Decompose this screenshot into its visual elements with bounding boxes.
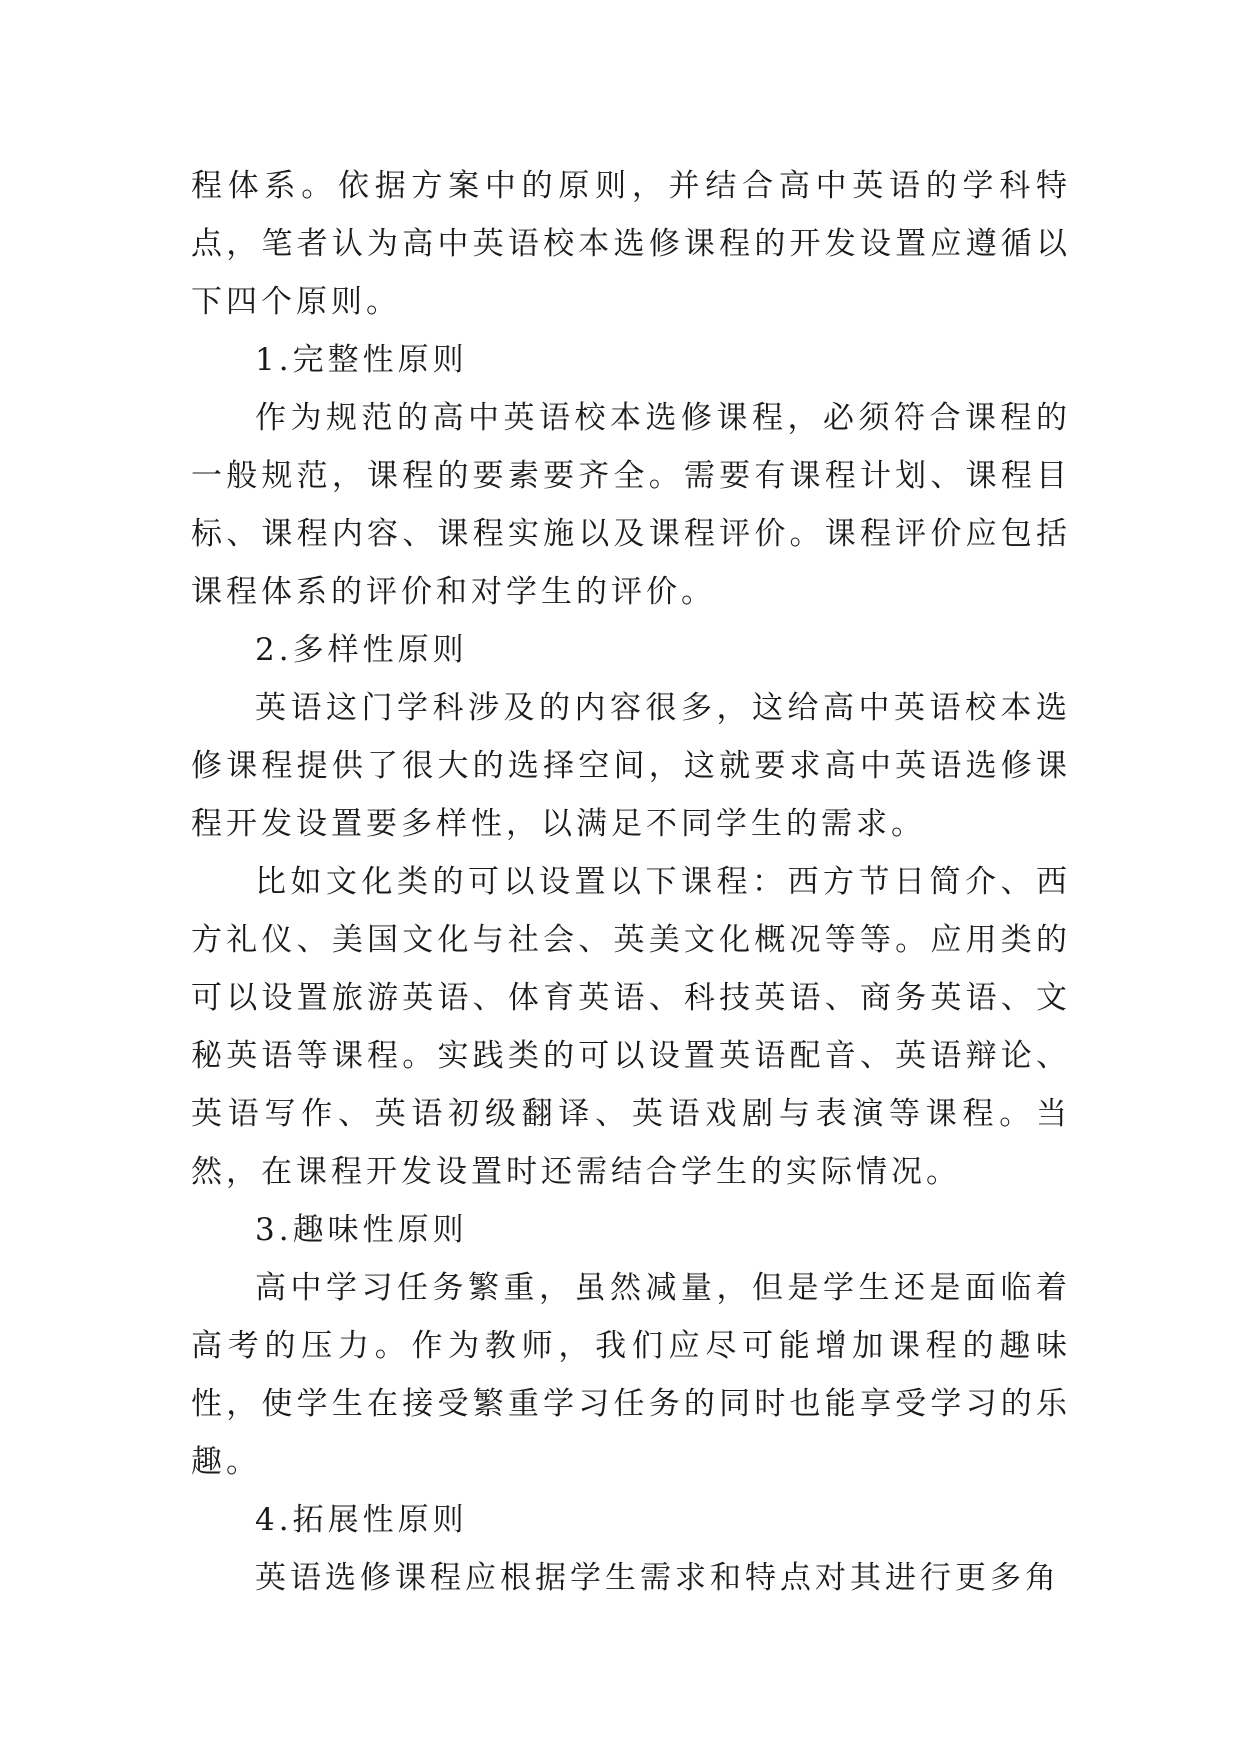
paragraph-continued-intro: 程体系。依据方案中的原则，并结合高中英语的学科特点，笔者认为高中英语校本选修课程的开发设置应遵循以下四个原则。 — [191, 168, 1071, 320]
section-heading-expansion: 4.拓展性原则 — [255, 1502, 468, 1538]
section-heading-completeness: 1.完整性原则 — [255, 342, 468, 378]
section-heading-interest: 3.趣味性原则 — [255, 1212, 468, 1248]
paragraph-completeness: 作为规范的高中英语校本选修课程，必须符合课程的一般规范，课程的要素要齐全。需要有课程计划、课程目标、课程内容、课程实施以及课程评价。课程评价应包括课程体系的评价和对学生的评价。 — [191, 400, 1071, 610]
paragraph-course-examples: 比如文化类的可以设置以下课程：西方节日简介、西方礼仪、美国文化与社会、英美文化概况等等。应用类的可以设置旅游英语、体育英语、科技英语、商务英语、文秘英语等课程。实践类的可以设置英语配音、英语辩论、英语写作、英语初级翻译、英语戏剧与表演等课程。当然，在课程开发设置时还需结合学生的实际情况。 — [191, 864, 1071, 1190]
paragraph-diversity: 英语这门学科涉及的内容很多，这给高中英语校本选修课程提供了很大的选择空间，这就要求高中英语选修课程开发设置要多样性，以满足不同学生的需求。 — [191, 690, 1071, 842]
document-body — [191, 157, 1071, 1607]
paragraph-expansion: 英语选修课程应根据学生需求和特点对其进行更多角 — [255, 1560, 1060, 1596]
section-heading-diversity: 2.多样性原则 — [255, 632, 468, 668]
paragraph-interest: 高中学习任务繁重，虽然减量，但是学生还是面临着高考的压力。作为教师，我们应尽可能增加课程的趣味性，使学生在接受繁重学习任务的同时也能享受学习的乐趣。 — [191, 1270, 1071, 1480]
